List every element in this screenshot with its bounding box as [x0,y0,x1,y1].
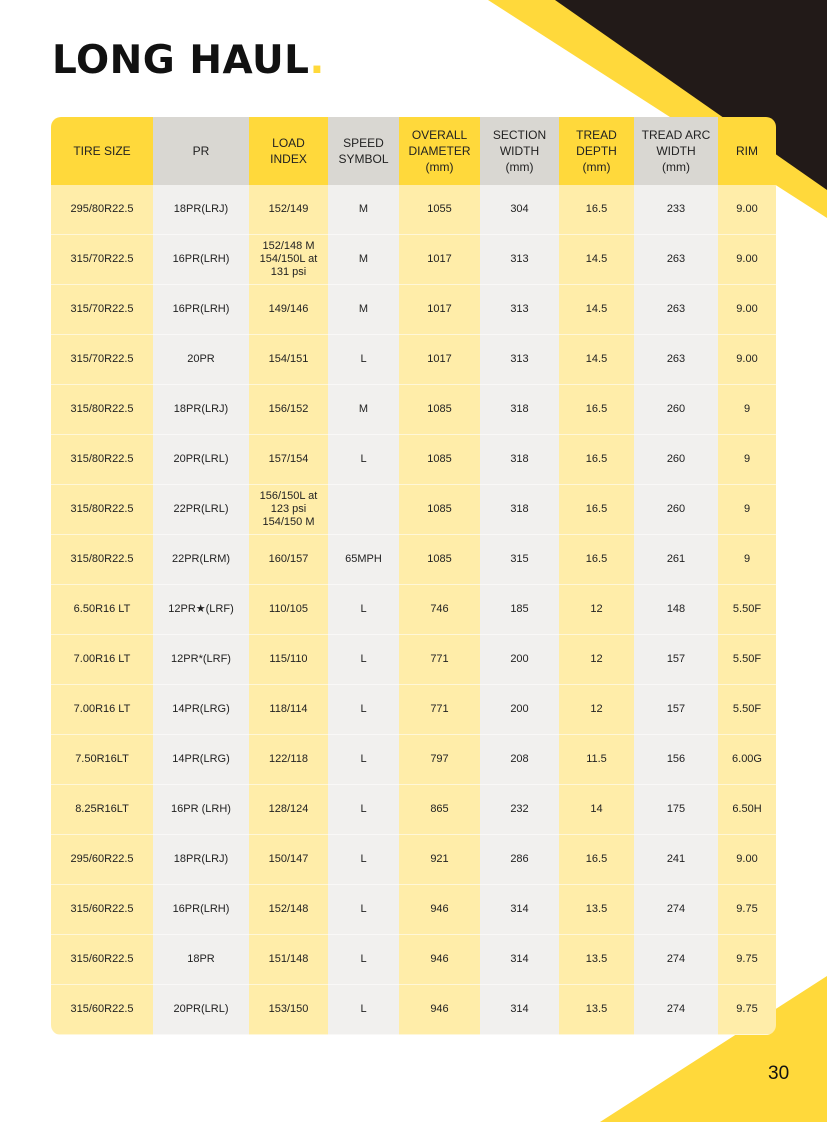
table-cell: 160/157 [249,535,328,585]
table-cell: M [328,285,399,335]
table-cell: 151/148 [249,935,328,985]
table-cell: 9.75 [718,935,776,985]
table-cell: 156/152 [249,385,328,435]
table-row [51,335,776,385]
table-cell: 315 [480,535,559,585]
table-cell: 315/60R22.5 [51,985,153,1035]
table-cell: 5.50F [718,585,776,635]
table-cell: L [328,685,399,735]
table-cell: 14PR(LRG) [153,685,249,735]
table-cell: 314 [480,885,559,935]
table-cell: 6.00G [718,735,776,785]
table-cell: 313 [480,235,559,285]
table-cell: 8.25R16LT [51,785,153,835]
table-cell: 274 [634,985,718,1035]
table-cell: 9.00 [718,835,776,885]
table-cell: 122/118 [249,735,328,785]
table-cell: 274 [634,885,718,935]
table-cell: 14PR(LRG) [153,735,249,785]
table-cell: 315/70R22.5 [51,335,153,385]
table-cell: 200 [480,635,559,685]
table-cell: 263 [634,235,718,285]
table-cell: 12 [559,635,634,685]
table-cell: 153/150 [249,985,328,1035]
table-cell: 286 [480,835,559,885]
table-cell: 12 [559,685,634,735]
table-cell: 946 [399,985,480,1035]
table-row [51,935,776,985]
table-row [51,685,776,735]
table-cell: 241 [634,835,718,885]
table-cell: 5.50F [718,635,776,685]
table-cell: 152/148 [249,885,328,935]
table-cell: 157 [634,685,718,735]
table-cell: L [328,985,399,1035]
table-cell: 150/147 [249,835,328,885]
table-cell: 18PR(LRJ) [153,185,249,235]
table-cell: 1017 [399,335,480,385]
table-cell: 16PR(LRH) [153,885,249,935]
table-row [51,535,776,585]
table-cell: 175 [634,785,718,835]
table-row [51,485,776,535]
table-cell: 115/110 [249,635,328,685]
table-cell: 260 [634,385,718,435]
table-cell: 797 [399,735,480,785]
table-cell: 156/150L at 123 psi 154/150 M [249,485,328,535]
table-cell: 11.5 [559,735,634,785]
table-header-row [51,117,776,185]
table-cell: L [328,335,399,385]
table-cell: 16.5 [559,435,634,485]
table-cell: 946 [399,935,480,985]
table-cell: 18PR [153,935,249,985]
page-number: 30 [768,1063,790,1084]
table-cell: 314 [480,935,559,985]
table-row [51,585,776,635]
table-cell: M [328,185,399,235]
table-cell: 16PR (LRH) [153,785,249,835]
table-row [51,435,776,485]
table-cell: 315/60R22.5 [51,935,153,985]
table-cell: 313 [480,285,559,335]
table-cell: 314 [480,985,559,1035]
table-cell: 16PR(LRH) [153,285,249,335]
table-cell: 14 [559,785,634,835]
table-cell: L [328,735,399,785]
table-cell: 1055 [399,185,480,235]
table-cell: 16.5 [559,485,634,535]
table-cell: 315/80R22.5 [51,535,153,585]
table-cell: 315/70R22.5 [51,235,153,285]
column-header: TREAD ARC WIDTH (mm) [634,117,718,185]
title-accent-dot: . [309,38,325,83]
table-row [51,785,776,835]
table-cell: L [328,885,399,935]
table-cell: 318 [480,435,559,485]
table-cell [328,485,399,535]
table-cell: 7.00R16 LT [51,635,153,685]
table-cell: 9 [718,435,776,485]
table-cell: 110/105 [249,585,328,635]
table-body [51,185,776,1035]
column-header: LOAD INDEX [249,117,328,185]
table-cell: 14.5 [559,235,634,285]
table-cell: L [328,635,399,685]
table-cell: 16.5 [559,185,634,235]
table-cell: 232 [480,785,559,835]
table-cell: 154/151 [249,335,328,385]
table-cell: 9 [718,535,776,585]
table-cell: 148 [634,585,718,635]
table-cell: 233 [634,185,718,235]
table-row [51,635,776,685]
column-header: OVERALL DIAMETER (mm) [399,117,480,185]
table-cell: 771 [399,635,480,685]
table-cell: 6.50H [718,785,776,835]
table-cell: 274 [634,935,718,985]
table-cell: 9.75 [718,985,776,1035]
table-cell: 865 [399,785,480,835]
column-header: RIM [718,117,776,185]
table-cell: 152/148 M 154/150L at 131 psi [249,235,328,285]
table-cell: 118/114 [249,685,328,735]
table-cell: 208 [480,735,559,785]
table-cell: 746 [399,585,480,635]
table-cell: L [328,435,399,485]
table-cell: 9 [718,385,776,435]
table-cell: 921 [399,835,480,885]
table-cell: 315/80R22.5 [51,485,153,535]
table-cell: 7.50R16LT [51,735,153,785]
table-cell: 20PR [153,335,249,385]
table-cell: 22PR(LRM) [153,535,249,585]
table-cell: L [328,835,399,885]
table-cell: 1085 [399,435,480,485]
table-cell: 315/70R22.5 [51,285,153,335]
table-cell: 22PR(LRL) [153,485,249,535]
table-row [51,735,776,785]
table-cell: 149/146 [249,285,328,335]
table-cell: 1085 [399,535,480,585]
table-cell: 12PR★(LRF) [153,585,249,635]
table-cell: 1085 [399,385,480,435]
table-cell: 261 [634,535,718,585]
table-cell: 5.50F [718,685,776,735]
table-cell: 13.5 [559,935,634,985]
table-cell: 6.50R16 LT [51,585,153,635]
tire-spec-table-container [51,117,776,1035]
table-cell: 946 [399,885,480,935]
table-cell: 260 [634,435,718,485]
table-cell: 16.5 [559,385,634,435]
table-cell: 157 [634,635,718,685]
table-cell: 12PR*(LRF) [153,635,249,685]
table-cell: 14.5 [559,335,634,385]
table-cell: 1017 [399,285,480,335]
tire-spec-table [51,117,776,1035]
table-row [51,985,776,1035]
table-cell: 12 [559,585,634,635]
table-cell: 18PR(LRJ) [153,835,249,885]
table-cell: 315/80R22.5 [51,385,153,435]
table-cell: 318 [480,385,559,435]
table-cell: 263 [634,285,718,335]
table-cell: 13.5 [559,885,634,935]
table-cell: L [328,785,399,835]
table-cell: M [328,235,399,285]
table-cell: 16.5 [559,535,634,585]
table-cell: 263 [634,335,718,385]
table-cell: 315/60R22.5 [51,885,153,935]
table-cell: 260 [634,485,718,535]
table-cell: 295/80R22.5 [51,185,153,235]
table-cell: 9 [718,485,776,535]
table-cell: 7.00R16 LT [51,685,153,735]
table-cell: 313 [480,335,559,385]
table-cell: 18PR(LRJ) [153,385,249,435]
table-row [51,885,776,935]
table-cell: 315/80R22.5 [51,435,153,485]
column-header: TREAD DEPTH (mm) [559,117,634,185]
table-cell: 9.75 [718,885,776,935]
table-cell: 1085 [399,485,480,535]
table-cell: 16.5 [559,835,634,885]
column-header: SECTION WIDTH (mm) [480,117,559,185]
table-cell: 156 [634,735,718,785]
table-cell: 9.00 [718,185,776,235]
table-cell: L [328,585,399,635]
table-cell: 152/149 [249,185,328,235]
table-cell: 128/124 [249,785,328,835]
table-cell: 771 [399,685,480,735]
column-header: SPEED SYMBOL [328,117,399,185]
column-header: TIRE SIZE [51,117,153,185]
table-cell: 318 [480,485,559,535]
table-row [51,385,776,435]
column-header: PR [153,117,249,185]
table-cell: 9.00 [718,285,776,335]
table-cell: 200 [480,685,559,735]
table-row [51,285,776,335]
table-cell: 1017 [399,235,480,285]
table-cell: 295/60R22.5 [51,835,153,885]
table-row [51,185,776,235]
table-cell: M [328,385,399,435]
table-row [51,235,776,285]
table-cell: 304 [480,185,559,235]
table-cell: L [328,935,399,985]
table-cell: 13.5 [559,985,634,1035]
table-cell: 9.00 [718,235,776,285]
table-cell: 14.5 [559,285,634,335]
table-row [51,835,776,885]
table-cell: 20PR(LRL) [153,435,249,485]
table-cell: 185 [480,585,559,635]
table-cell: 157/154 [249,435,328,485]
table-cell: 16PR(LRH) [153,235,249,285]
table-cell: 65MPH [328,535,399,585]
page-title: LONG HAUL. [52,38,325,83]
table-cell: 20PR(LRL) [153,985,249,1035]
table-cell: 9.00 [718,335,776,385]
